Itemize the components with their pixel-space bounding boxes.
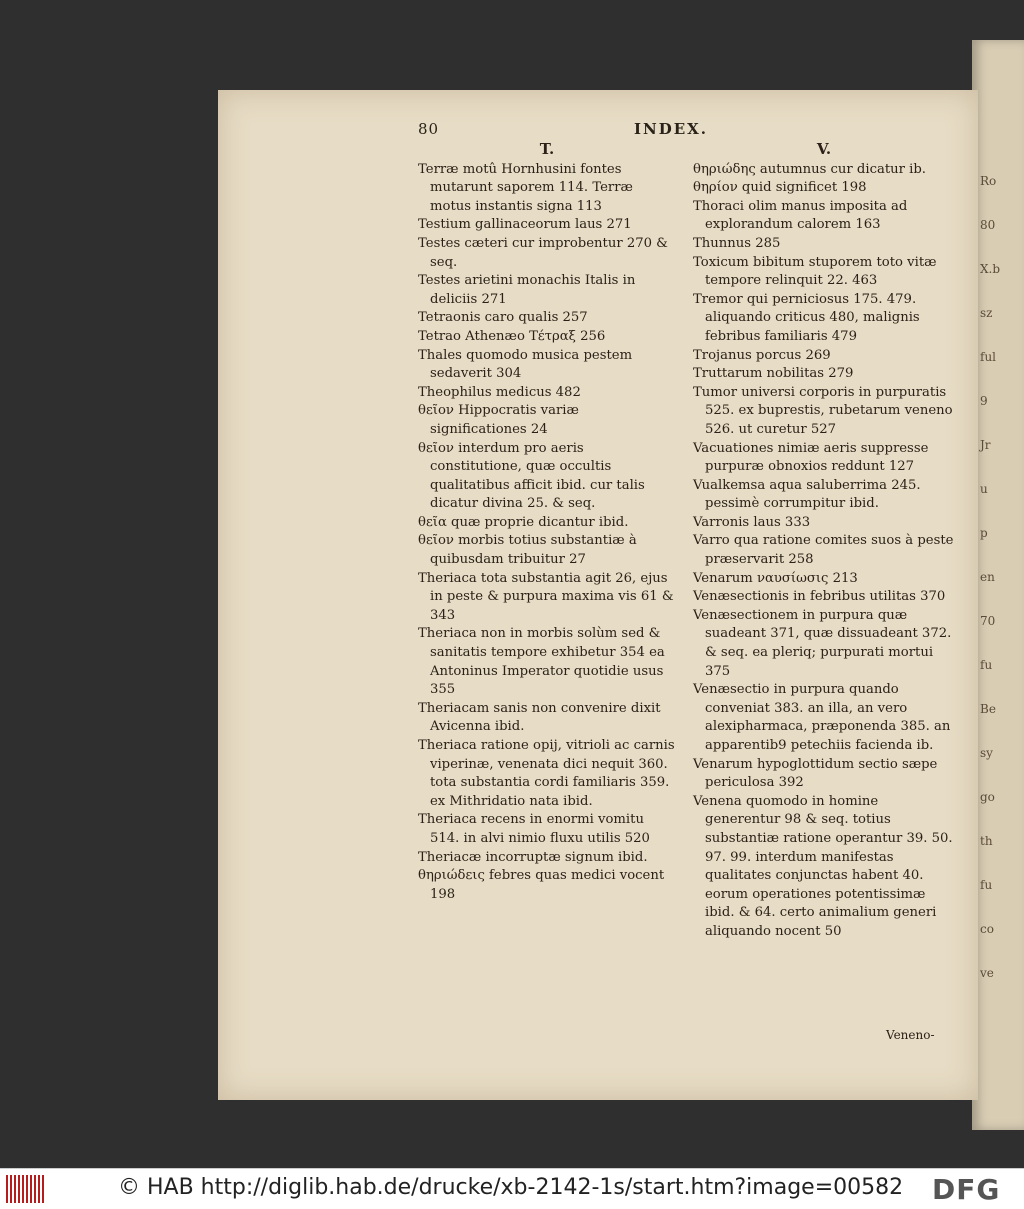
hab-barcode-logo: [6, 1175, 46, 1203]
index-entry: θεῖα quæ proprie dicantur ibid.: [418, 514, 629, 530]
adjacent-fragment: ve: [980, 966, 994, 980]
index-entry: Theriaca ratione opij, vitrioli ac carnis viperinæ, venenata dici nequit 360. tota substantia cordi familiaris 359. ex Mithridatio nata ibid.: [418, 738, 679, 809]
index-entry: Thoraci olim manus imposita ad explorandum calorem 163: [693, 198, 912, 233]
index-entry: θηριώδης autumnus cur dicatur ib.: [693, 161, 926, 177]
adjacent-fragment: Be: [980, 702, 996, 716]
index-entry: Venæsectionem in purpura quæ suadeant 371, quæ dissuadeant 372. & seq. ea pleriq; purpurati mortui 375: [693, 607, 956, 679]
index-entry: Theriaca tota substantia agit 26, ejus in peste & purpura maxima vis 61 & 343: [418, 570, 678, 623]
index-column-right: [693, 140, 958, 942]
right-entry-list: [693, 161, 958, 942]
index-heading: INDEX.: [634, 120, 709, 138]
adjacent-fragment: 70: [980, 614, 996, 628]
index-entry: Venarum hypoglottidum sectio sæpe periculosa 392: [693, 756, 942, 791]
index-entry: Theriacam sanis non convenire dixit Avicenna ibid.: [418, 700, 665, 735]
adjacent-fragment: u: [980, 482, 988, 496]
index-entry: Testes arietini monachis Italis in deliciis 271: [418, 273, 640, 307]
index-entry: θεῖον Hippocratis variæ significationes 24: [418, 403, 584, 437]
adjacent-fragment: co: [980, 922, 994, 936]
index-entry: Venena quomodo in homine generentur 98 & seq. totius substantiæ ratione operantur 39. 50. 97. 99. interdum manifestas qualitates conjunctas habent 40. eorum operationes potentissimæ ibid. & 64. certo animalium generi aliquando nocent 50: [693, 793, 957, 939]
index-entry: Thunnus 285: [693, 235, 781, 251]
index-entry: Tetrao Athenæo Τέτραξ 256: [418, 328, 606, 344]
index-entry: Venæsectionis in febribus utilitas 370: [693, 589, 946, 605]
index-entry: θεῖον morbis totius substantiæ à quibusdam tribuitur 27: [418, 533, 641, 568]
index-entry: Tetraonis caro qualis 257: [418, 310, 588, 326]
index-entry: Theophilus medicus 482: [418, 384, 581, 400]
index-entry: Vualkemsa aqua saluberrima 245. pessimè corrumpitur ibid.: [693, 477, 925, 512]
adjacent-fragment: 9: [980, 394, 988, 408]
adjacent-fragment: th: [980, 834, 993, 848]
index-entry: Theriacæ incorruptæ signum ibid.: [418, 849, 648, 865]
adjacent-fragment: X.b: [980, 262, 1001, 276]
left-entry-list: [418, 161, 679, 905]
adjacent-fragment: fu: [980, 878, 993, 892]
adjacent-page-edge: [972, 40, 1024, 1130]
index-column-left: [418, 140, 679, 904]
adjacent-fragment: sz: [980, 306, 993, 320]
index-entry: Truttarum nobilitas 279: [693, 366, 854, 382]
copyright-link[interactable]: © HAB http://diglib.hab.de/drucke/xb-2142-1s/start.htm?image=00582: [118, 1175, 904, 1200]
adjacent-fragment: en: [980, 570, 995, 584]
index-entry: θηριώδεις febres quas medici vocent 198: [418, 868, 669, 902]
adjacent-fragment: sy: [980, 746, 993, 760]
viewer-footer: [0, 1168, 1024, 1209]
dfg-logo: DFG: [932, 1173, 1001, 1206]
index-entry: Tremor qui perniciosus 175. 479. aliquando criticus 480, malignis febribus familiaris 479: [693, 291, 924, 344]
index-entry: Venæsectio in purpura quando conveniat 383. an illa, an vero alexipharmaca, præponenda 385. an apparentib9 petechiis facienda ib.: [693, 682, 955, 753]
adjacent-fragment: 80: [980, 218, 996, 232]
index-entry: Trojanus porcus 269: [693, 347, 831, 363]
catchword: Veneno-: [886, 1028, 935, 1042]
index-entry: Varro qua ratione comites suos à peste præservarit 258: [693, 533, 958, 568]
index-entry: θεῖον interdum pro aeris constitutione, quæ occultis qualitatibus afficit ibid. cur talis dicatur divina 25. & seq.: [418, 440, 649, 512]
adjacent-fragment: fu: [980, 658, 993, 672]
book-page: [218, 90, 978, 1100]
section-letter-t: T.: [539, 140, 555, 158]
index-entry: Theriaca recens in enormi vomitu 514. in alvi nimio fluxu utilis 520: [418, 812, 650, 846]
adjacent-fragment: p: [980, 526, 988, 540]
index-entry: Testium gallinaceorum laus 271: [418, 217, 632, 233]
index-entry: Testes cæteri cur improbentur 270 & seq.: [418, 235, 673, 270]
index-entry: Thales quomodo musica pestem sedaverit 304: [418, 347, 637, 382]
adjacent-page-fragments: [980, 170, 1020, 1006]
section-letter-v: V.: [816, 140, 832, 158]
index-entry: Venarum ναυσίωσις 213: [693, 570, 858, 586]
adjacent-fragment: Jr: [980, 438, 991, 452]
index-entry: Vacuationes nimiæ aeris suppresse purpuræ obnoxios reddunt 127: [693, 440, 933, 475]
index-entry: θηρίον quid significet 198: [693, 180, 867, 196]
adjacent-fragment: Ro: [980, 174, 997, 188]
index-entry: Toxicum bibitum stuporem toto vitæ tempore relinquit 22. 463: [693, 254, 941, 289]
index-entry: Varronis laus 333: [693, 514, 811, 530]
adjacent-fragment: ful: [980, 350, 997, 364]
index-entry: Tumor universi corporis in purpuratis 525. ex buprestis, rubetarum veneno 526. ut curetur 527: [693, 384, 957, 437]
index-entry: Terræ motû Hornhusini fontes mutarunt saporem 114. Terræ motus instantis signa 113: [418, 161, 638, 214]
adjacent-fragment: go: [980, 790, 995, 804]
page-number: 80: [418, 120, 440, 138]
index-entry: Theriaca non in morbis solùm sed & sanitatis tempore exhibetur 354 ea Antoninus Imperator quotidie usus 355: [418, 626, 669, 698]
